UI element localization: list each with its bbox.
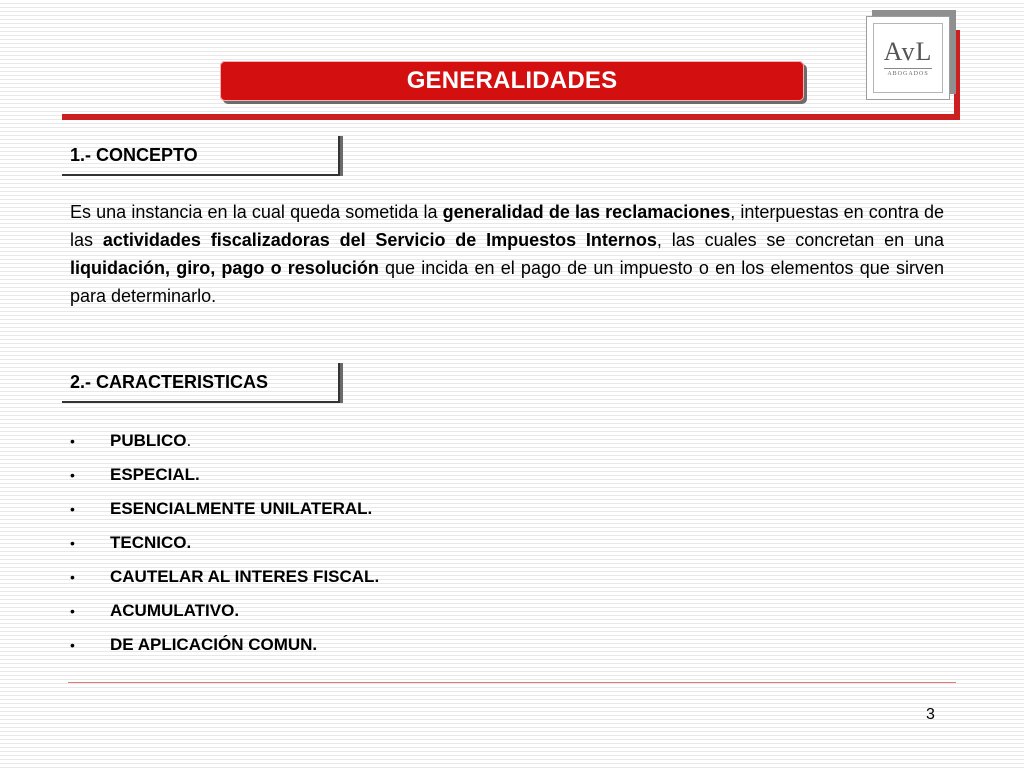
list-item-text: CAUTELAR AL INTERES FISCAL. <box>110 567 380 586</box>
bullet-icon: • <box>70 535 75 551</box>
list-item-text: DE APLICACIÓN COMUN. <box>110 635 318 654</box>
paragraph-bold-text: liquidación, giro, pago o resolución <box>70 258 379 278</box>
list-item-text: ESPECIAL. <box>110 465 200 484</box>
section-heading-label: 2.- CARACTERISTICAS <box>70 372 269 392</box>
paragraph-bold-text: generalidad de las reclamaciones <box>442 202 731 222</box>
paragraph-text: , interpuestas en contra de las <box>70 202 945 250</box>
list-item <box>70 424 379 458</box>
logo-divider <box>884 68 932 69</box>
list-item <box>70 458 379 492</box>
concept-paragraph <box>70 198 944 310</box>
page-number: 3 <box>926 706 935 723</box>
paragraph-text: que incida en el pago de un impuesto o en los elementos que sirven para determinarlo. <box>70 258 945 306</box>
logo-subtitle: ABOGADOS <box>887 71 929 77</box>
section-heading-concepto <box>62 136 340 176</box>
list-item <box>70 526 379 560</box>
bullet-icon: • <box>70 637 75 653</box>
bullet-icon: • <box>70 603 75 619</box>
list-item <box>70 560 379 594</box>
paragraph-bold-text: actividades fiscalizadoras del Servicio de Impuestos Internos <box>102 230 657 250</box>
slide-title: GENERALIDADES <box>406 67 618 94</box>
list-item <box>70 628 379 662</box>
title-banner <box>220 61 804 101</box>
company-logo <box>866 16 950 100</box>
characteristics-list <box>70 424 379 662</box>
list-item <box>70 492 379 526</box>
paragraph-text: Es una instancia en la cual queda sometida la <box>70 202 443 222</box>
list-item-text: TECNICO. <box>110 533 192 552</box>
logo-inner-frame <box>873 23 943 93</box>
list-item-text: ESENCIALMENTE UNILATERAL. <box>110 499 373 518</box>
section-heading-label: 1.- CONCEPTO <box>70 145 198 165</box>
title-frame-line <box>62 114 960 120</box>
list-item <box>70 594 379 628</box>
bullet-icon: • <box>70 467 75 483</box>
list-item-text: PUBLICO <box>110 431 187 450</box>
bullet-icon: • <box>70 569 75 585</box>
bullet-icon: • <box>70 433 75 449</box>
section-heading-caracteristicas <box>62 363 340 403</box>
paragraph-text: , las cuales se concretan en una <box>656 230 944 250</box>
footer-divider <box>68 682 956 683</box>
logo-mark: AvL <box>883 37 933 66</box>
list-item-suffix: . <box>186 431 192 450</box>
title-frame-vertical-line <box>954 30 960 120</box>
bullet-icon: • <box>70 501 75 517</box>
list-item-text: ACUMULATIVO. <box>110 601 240 620</box>
